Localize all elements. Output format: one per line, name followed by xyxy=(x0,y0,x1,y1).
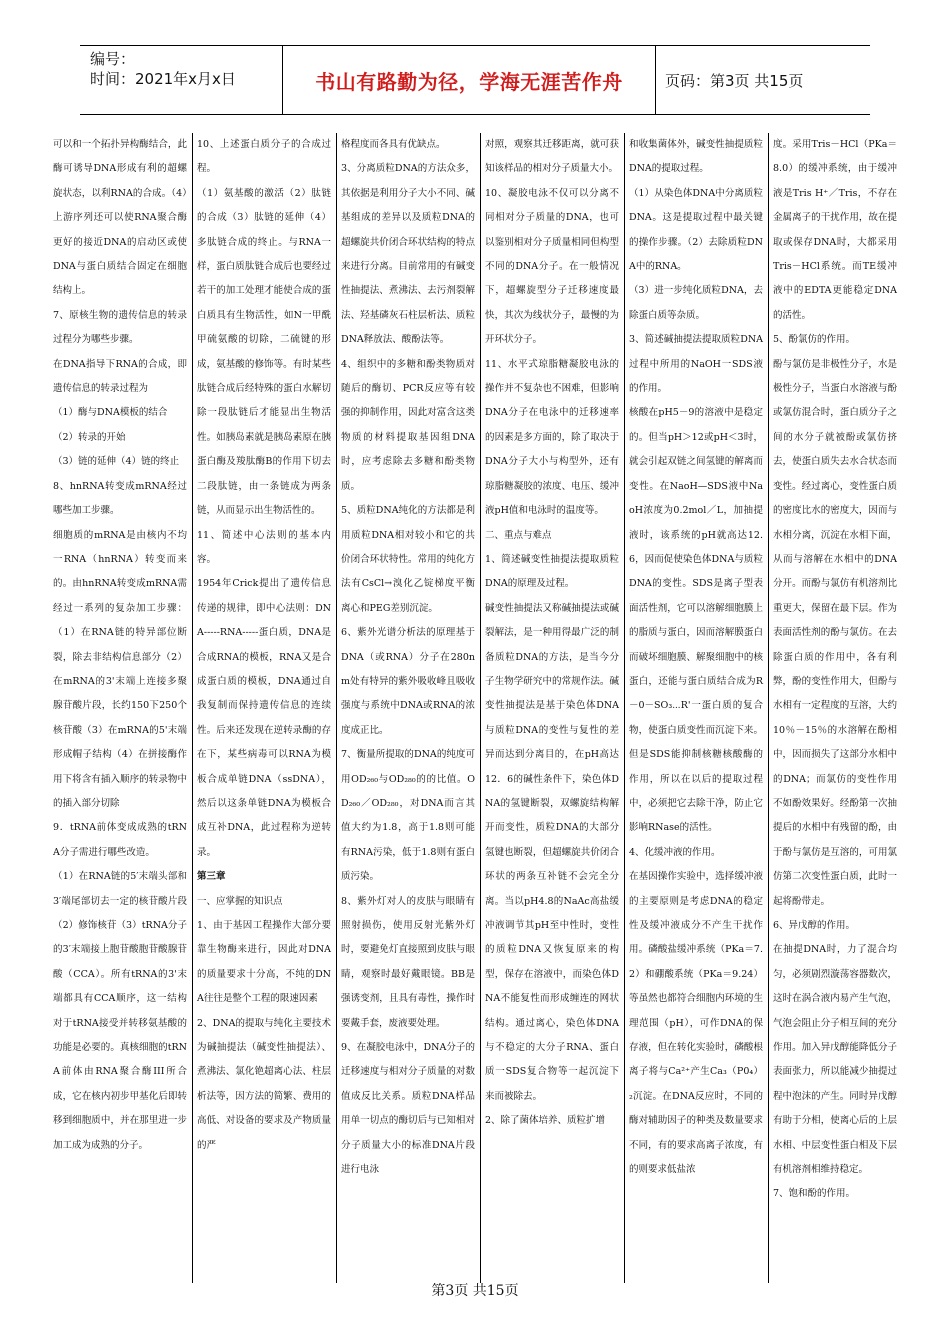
page-header xyxy=(80,45,870,115)
paragraph: 碱变性抽提法又称碱抽提法或碱裂解法，是一种用得最广泛的制备质粒DNA的方法，是当今分子生物学研究中的常规作法。碱变性抽提法是基于染色体DNA与质粒DNA的变性与复性的差异而达到分离目的，在pH高达12．6的碱性条件下，染色体DNA的氢键断裂，双螺旋结构解开而变性，质粒DNA的大部分氢键也断裂，但超螺旋共价闭合环状的两条互补链不会完全分离。当以pH4.8的NaAc高盐缓冲液调节其pH至中性时，变性的质粒DNA又恢复原来的构型，保存在溶液中，而染色体DNA不能复性而形成缠连的网状结构。通过离心，染色体DNA与不稳定的大分子RNA、蛋白质一SDS复合物等一起沉淀下来而被除去。 xyxy=(485,602,619,1102)
paragraph: 7、饱和酚的作用。 xyxy=(773,1188,856,1200)
paragraph: 4、化缓冲液的作用。 xyxy=(629,846,721,858)
paragraph: 细胞质的mRNA是由核内不均一RNA（hnRNA）转变而来的。由hnRNA转变成mRNA需经过一系列的复杂加工步骤：（1）在RNA链的特异部位断裂，除去非结构信息部分（2）在mRNA的3'末端上连接多聚腺苷酸片段，长约150下250个核苷酸（3）在mRNA的5'末端形成帽子结构（4）在拼接酶作用下将含有插入顺序的转录物中的插入部分切除 xyxy=(53,529,187,809)
paragraph: 2、除了菌体培养、质粒扩增 xyxy=(485,1115,606,1127)
paragraph: 和收集菌体外，碱变性抽提质粒DNA的提取过程。 xyxy=(629,139,763,175)
paragraph: 酚与氯仿是非极性分子，水是极性分子，当蛋白水溶液与酚或氯仿混合时，蛋白质分子之间的水分子就被酚或氯仿挤去，使蛋白质失去水合状态而变性。经过离心，变性蛋白质的密度比水的密度大，因而与水相分离，沉淀在水相下面，从而与溶解在水相中的DNA分开。而酚与氯仿有机溶剂比重更大，保留在最下层。作为表面活性剂的酚与氯仿。在去除蛋白质的作用中，各有利弊，酚的变性作用大，但酚与水相有一定程度的互溶，大约10％－15％的水溶解在酚相中，因而损失了这部分水相中的DNA；而氯仿的变性作用不如酚效果好。经酚第一次抽提后的水相中有残留的酚，由于酚与氯仿是互溶的，可用氯仿第二次变性蛋白质，此时一起将酚带走。 xyxy=(773,358,897,907)
paragraph: 二、重点与难点 xyxy=(485,529,552,541)
paragraph: 2、DNA的提取与纯化主要技术为碱抽提法（碱变性抽提法）、煮沸法、氯化铯超离心法、柱层析法等，因方法的简繁、费用的高低、对设备的要求及产物质量的严 xyxy=(197,1017,331,1151)
text-column-5 xyxy=(626,133,766,1283)
text-column-3 xyxy=(338,133,478,1283)
column-divider xyxy=(768,133,769,1283)
paragraph: 8、紫外灯对人的皮肤与眼睛有照射损伤，使用反射光紫外灯时，要避免灯直接照到皮肤与眼睛，观察时最好戴眼镜。BB是强诱变剂，且具有毒性，操作时要戴手套，废液要处理。 xyxy=(341,895,475,1029)
paragraph: 在基因操作实验中，选择缓冲液的主要原则是考虑DNA的稳定性及缓冲液成分不产生干扰作用。磷酸盐缓冲系统（PKa＝7.2）和硼酸系统（PKa＝9.24）等虽然也都符合细胞内环境的生理范围（pH），可作DNA的保存液，但在转化实验时，磷酸根离子将与Ca²⁺产生Ca₃（P0₄）₂沉淀。在DNA反应时，不同的酶对辅助因子的种类及数量要求不同，有的要求高离子浓度，有的则要求低盐浓 xyxy=(629,871,763,1176)
text-column-6 xyxy=(770,133,900,1283)
paragraph: 7、衡量所提取的DNA的纯度可用OD₂₆₀与OD₂₈₀的的比值。OD₂₆₀／OD₂₈₀，对DNA而言其值大约为1.8，高于1.8则可能有RNA污染，低于1.8则有蛋白质污染。 xyxy=(341,749,475,883)
paragraph: 在抽提DNA时，力了混合均匀，必须剧烈漩荡容器数次，这时在涡合液内易产生气泡，气泡会阻止分子相互间的充分作用。加入异戊醇能降低分子表面张力，所以能减少抽提过程中泡沫的产生。同时异戊醇有助于分相，使离心后的上层水相、中层变性蛋白相及下层有机溶剂相维持稳定。 xyxy=(773,944,897,1176)
paragraph: 3、分离质粒DNA的方法众多，其依据是利用分子大小不同、碱基组成的差异以及质粒DNA的超螺旋共价闭合环状结构的特点来进行分离。目前常用的有碱变性抽提法、煮沸法、去污剂裂解法、羟基磷灰石柱层析法、质粒DNA释放法、酸酚法等。 xyxy=(341,163,475,346)
paragraph: 6、异戊醇的作用。 xyxy=(773,920,856,931)
paragraph: 1、简述碱变性抽提法提取质粒DNA的原理及过程。 xyxy=(485,553,619,590)
paragraph: 10、凝胶电泳不仅可以分离不同相对分子质量的DNA，也可以鉴别相对分子质量相同但构型不同的DNA分子。在一般情况下，超螺旋型分子迁移速度最快，其次为线状分子，最慢的为开环状分子。 xyxy=(485,187,619,346)
paragraph: （1）从染色体DNA中分离质粒DNA。这是提取过程中最关键的操作步骤。（2）去除质粒DNA中的RNA。 xyxy=(629,187,763,273)
paragraph: 8、hnRNA转变成mRNA经过哪些加工步骤。 xyxy=(53,480,187,517)
column-divider xyxy=(624,133,625,1283)
paragraph: 10、上述蛋白质分子的合成过程。 xyxy=(197,139,331,175)
paragraph: 核酸在pH5－9的溶液中是稳定的。但当pH＞12或pH＜3时，就会引起双链之间氢键的解离而变性。在NaoH—SDS液中NaoH浓度为0.2mol／L，加抽提液时，该系统的pH就高达12.6，因而促使染色体DNA与质粒DNA的变性。SDS是离子型表面活性剂，它可以溶解细胞膜上的脂质与蛋白，因而溶解膜蛋白而破坏细胞膜、解聚细胞中的核蛋白，还能与蛋白质结合成为R－0－SO₃⋯R'一蛋白质的复合物，使蛋白质变性而沉淀下来。但是SDS能抑制核糖核酸酶的作用，所以在以后的提取过程中，必须把它去除干净，防止它影响RNase的活性。 xyxy=(629,407,763,834)
paragraph: 9、在凝胶电泳中，DNA分子的迁移速度与相对分子质量的对数值成反比关系。质粒DNA样品用单一切点的酶切后与已知相对分子质量大小的标准DNA片段进行电泳 xyxy=(341,1042,475,1176)
paragraph: （1）酶与DNA模板的结合 xyxy=(53,407,168,419)
column-divider xyxy=(192,133,193,1283)
paragraph: 7、原核生物的遗传信息的转录过程分为哪些步骤。 xyxy=(53,309,187,346)
paragraph: 3、简述碱抽提法提取质粒DNA过程中所用的NaOH一SDS液的作用。 xyxy=(629,334,763,395)
paragraph: 对照，观察其迁移距离，就可获知该样品的相对分子质量大小。 xyxy=(485,139,619,175)
paragraph: 9．tRNA前体变成成熟的tRNA分子需进行哪些改造。 xyxy=(53,822,187,858)
text-columns xyxy=(50,133,900,1283)
paragraph: 度。采用Tris－HCl（PKa＝8.0）的缓冲系统，由于缓冲液是Tris H⁺／Tris，不存在金属离子的干扰作用，故在提取或保存DNA时，大都采用Tris－HCl系统。而TE缓冲液中的EDTA更能稳定DNA的活性。 xyxy=(773,139,897,321)
paragraph: （1）氨基酸的激活（2）肽链的合成（3）肽链的延伸（4）多肽链合成的终止。与RNA一样，蛋白质肽链合成后也要经过若干的加工处理才能使合成的蛋白质具有生物活性，如N一甲酰甲硫氨酸的切除，二硫键的形成，氨基酸的修饰等。有时某些肽链合成后经特殊的蛋白水解切除一段肽链后才能显出生物活性。如胰岛素就是胰岛素原在胰蛋白酶及羧肽酶B的作用下切去二段肽链，由一条链成为两条链，从而显示出生物活性的。 xyxy=(197,187,331,517)
paragraph: （3）链的延伸（4）链的终止 xyxy=(53,456,180,468)
header-info-cell xyxy=(80,46,283,114)
paragraph: （3）进一步纯化质粒DNA，去除蛋白质等杂质。 xyxy=(629,285,763,321)
paragraph: 11、简述中心法则的基本内容。 xyxy=(197,529,331,565)
text-column-1 xyxy=(50,133,190,1283)
paragraph: 4、组织中的多糖和酚类物质对随后的酶切、PCR反应等有较强的抑制作用，因此对富含这类物质的材料提取基因组DNA时，应考虑除去多糖和酚类物质。 xyxy=(341,358,475,492)
document-id-label: 编号： xyxy=(90,50,136,68)
paragraph: 11、水平式琼脂糖凝胶电泳的操作并不复杂也不困难，但影响DNA分子在电泳中的迁移速率的因素是多方面的，除了取决于DNA分子大小与构型外，还有琼脂糖凝胶的浓度、电压、缓冲液pH值和电泳时的温度等。 xyxy=(485,358,619,517)
document-date-label: 时间：2021年x月x日 xyxy=(90,70,236,88)
column-divider xyxy=(336,133,337,1283)
paragraph: 格程度而各具有优缺点。 xyxy=(341,139,446,150)
paragraph: 可以和一个拓扑异构酶结合，此酶可诱导DNA形成有利的超螺旋状态，以利RNA的合成。（4）上游序列还可以使RNA聚合酶更好的接近DNA的启动区或使DNA与蛋白质结合固定在细胞结构上。 xyxy=(53,139,187,297)
paragraph: 5、酚氯仿的作用。 xyxy=(773,334,856,346)
paragraph: 第三章 xyxy=(197,871,226,883)
header-motto: 书山有路勤为径，学海无涯苦作舟 xyxy=(283,46,656,114)
paragraph: 1954年Crick提出了遗传信息传递的规律，即中心法则：DNA-----RNA-----蛋白质，DNA是合成RNA的模板，RNA又是合成蛋白质的模板，DNA通过自我复制而保持遗传信息的连续性。后来还发现在逆转录酶的存在下，某些病毒可以RNA为模板合成单链DNA（ssDNA），然后以这条单链DNA为模板合成互补DNA，此过程称为逆转录。 xyxy=(197,578,331,858)
paragraph: 在DNA指导下RNA的合成，即遗传信息的转录过程为 xyxy=(53,358,187,395)
column-divider xyxy=(480,133,481,1283)
header-page-number: 页码：第3页 共15页 xyxy=(665,71,804,90)
paragraph: 6、紫外光谱分析法的原理基于DNA（或RNA）分子在280nm处有特异的紫外吸收峰且吸收强度与系统中DNA或RNA的浓度成正比。 xyxy=(341,627,475,736)
paragraph: 1、由于基因工程操作大部分要靠生物酶来进行，因此对DNA的质量要求十分高，不纯的DNA往往是整个工程的限速因素 xyxy=(197,920,331,1005)
paragraph: （2）转录的开始 xyxy=(53,431,126,443)
text-column-4 xyxy=(482,133,622,1283)
text-column-2 xyxy=(194,133,334,1283)
paragraph: 一、应掌握的知识点 xyxy=(197,895,283,907)
paragraph: 5、质粒DNA纯化的方法都是利用质粒DNA相对较小和它的共价闭合环状特性。常用的纯化方法有CsCl→溴化乙锭梯度平衡离心和PEG差别沉淀。 xyxy=(341,505,475,614)
page-footer: 第3页 共15页 xyxy=(431,1283,519,1299)
paragraph: （1）在RNA链的5′末端头部和3′端尾部切去一定的核苷酸片段（2）修饰核苷（3）tRNA分子的3′末端接上胞苷酸胞苷酸腺苷酸（CCA）。所有tRNA的3'末端都具有CCA顺序，这一结构对于tRNA接受并转移氨基酸的功能是必要的。真核细胞的tRNA前体由RNA聚合酶III所合成，它在核内初步甲基化后即转移到细胞质中，并在那里进一步加工成为成熟的分子。 xyxy=(53,871,187,1151)
